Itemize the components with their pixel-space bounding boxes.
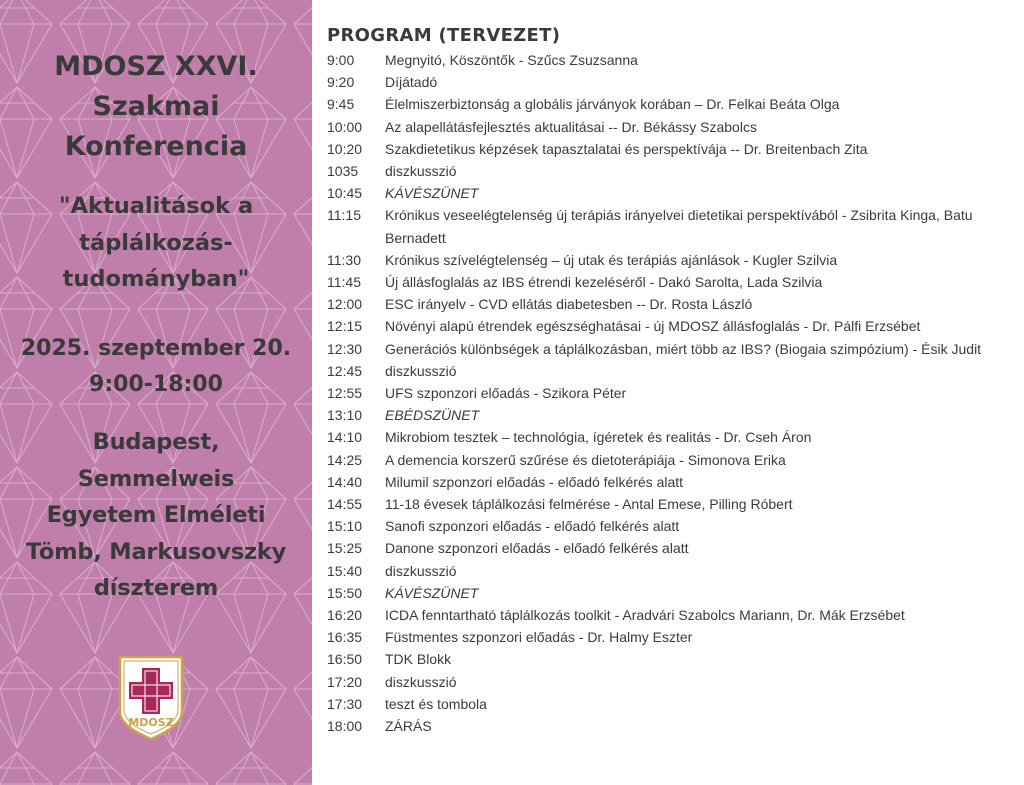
program-item-text: Megnyitó, Köszöntők - Szűcs Zsuzsanna	[385, 52, 638, 68]
program-item-time: 9:20	[327, 74, 355, 91]
venue-line: Semmelweis	[77, 465, 235, 492]
conference-panel	[0, 0, 312, 785]
program-item-text: diszkusszió	[385, 562, 457, 579]
program-item-time: 12:15	[327, 318, 363, 335]
program-item-time: 14:25	[327, 451, 363, 468]
program-item-time: 15:10	[327, 518, 363, 535]
motto-line: tudományban"	[62, 266, 250, 292]
program-item-text: EBÉDSZÜNET	[385, 407, 480, 424]
venue-line: Budapest,	[92, 429, 220, 455]
program-item	[327, 693, 1017, 715]
program-item-text: diszkusszió	[385, 673, 457, 690]
program-item-time: 14:55	[327, 496, 363, 513]
program-item-text: UFS szponzori előadás - Szikora Péter	[385, 385, 627, 402]
program-item-time: 10:00	[327, 118, 363, 135]
program-item-text: TDK Blokk	[385, 651, 452, 668]
program-item-time: 18:00	[327, 718, 363, 735]
time-range-line: 9:00-18:00	[89, 372, 223, 397]
program-item-text: Sanofi szponzori előadás - előadó felkérés alatt	[385, 518, 680, 535]
program-item-text: Milumil szponzori előadás - előadó felkérés alatt	[385, 473, 684, 490]
conference-title	[0, 47, 312, 167]
program-item-time: 14:40	[327, 473, 363, 490]
program-item-time: 12:00	[327, 296, 363, 313]
program-item	[327, 648, 1017, 670]
conference-title-line: Konferencia	[64, 131, 248, 162]
motto-line: "Aktualitások a	[58, 193, 254, 219]
program-item	[327, 715, 1017, 737]
program-item-time: 17:30	[327, 695, 363, 712]
program-item-text: ICDA fenntartható táplálkozás toolkit - Aradvári Szabolcs Mariann, Dr. Mák Erzsébet	[385, 607, 905, 624]
conference-title-line: Szakmai	[92, 91, 220, 122]
program-item-text: 11-18 évesek táplálkozási felmérése - Antal Emese, Pilling Róbert	[385, 496, 793, 513]
program-item	[327, 293, 1017, 315]
date-line: 2025. szeptember 20.	[20, 336, 292, 361]
program-item-time: 10:20	[327, 140, 363, 157]
program-item	[327, 49, 1017, 71]
program-item	[327, 338, 1017, 360]
program-item	[327, 404, 1017, 426]
program-item-time: 11:30	[327, 251, 361, 268]
program-item	[327, 93, 1017, 115]
program-item-text: Krónikus szívelégtelenség – új utak és terápiás ajánlások - Kugler Szilvia	[385, 251, 838, 268]
program-item-text: diszkusszió	[385, 362, 457, 379]
program-item	[327, 116, 1017, 138]
conference-motto	[0, 188, 312, 298]
program-item-time: 11:45	[327, 274, 361, 291]
conference-date	[0, 331, 312, 403]
program-item	[327, 382, 1017, 404]
program-list	[327, 49, 1017, 737]
program-item-time: 16:35	[327, 629, 363, 646]
conference-title-line: MDOSZ XXVI.	[54, 51, 258, 82]
program-item	[327, 626, 1017, 648]
program-item	[327, 671, 1017, 693]
program-item-text: Szakdietetikus képzések tapasztalatai és perspektívája -- Dr. Breitenbach Zita	[385, 140, 868, 157]
program-item	[327, 138, 1017, 160]
program-item-time: 11:15	[327, 207, 361, 224]
program-item-time: 10:45	[327, 185, 363, 202]
program-item-time: 13:10	[327, 407, 363, 424]
program-item-time: 16:50	[327, 651, 363, 668]
program-item	[327, 515, 1017, 537]
program-item	[327, 204, 1017, 248]
conference-venue	[0, 424, 312, 607]
program-item-text: KÁVÉSZÜNET	[385, 584, 479, 601]
program-item-text: teszt és tombola	[385, 695, 487, 712]
program-item	[327, 537, 1017, 559]
program-item-text: Növényi alapú étrendek egészséghatásai - új MDOSZ állásfoglalás - Dr. Pálfi Erzsébet	[385, 318, 921, 335]
venue-line: díszterem	[93, 575, 219, 601]
program-item-text: ZÁRÁS	[385, 718, 432, 735]
program-title: PROGRAM (TERVEZET)	[327, 25, 561, 46]
program-item-text: Krónikus veseelégtelenség új terápiás irányelvei dietetikai perspektívából - Zsibrita Kinga, Batu Bernadett	[385, 207, 973, 246]
program-item-text: Danone szponzori előadás - előadó felkérés alatt	[385, 540, 689, 557]
venue-line: Egyetem Elméleti	[46, 502, 266, 528]
program-item-time: 17:20	[327, 673, 363, 690]
program-item	[327, 493, 1017, 515]
logo-text: MDOSZ	[128, 716, 174, 729]
program-item-text: KÁVÉSZÜNET	[385, 185, 479, 202]
motto-line: táplálkozás-	[79, 229, 233, 256]
program-item-text: Füstmentes szponzori előadás - Dr. Halmy Eszter	[385, 629, 693, 646]
program-item-text: Élelmiszerbiztonság a globális járványok korában – Dr. Felkai Beáta Olga	[385, 96, 840, 113]
program-item	[327, 315, 1017, 337]
program-item-time: 14:10	[327, 429, 363, 446]
program-item	[327, 471, 1017, 493]
program-item-time: 9:00	[327, 52, 355, 68]
program-item	[327, 271, 1017, 293]
program-item-time: 15:25	[327, 540, 363, 557]
program-item-time: 15:50	[327, 584, 363, 601]
program-item-time: 12:55	[327, 385, 363, 402]
program-item	[327, 426, 1017, 448]
program-item-time: 16:20	[327, 607, 363, 624]
program-item-time: 1035	[327, 163, 359, 180]
program-item-text: diszkusszió	[385, 163, 457, 180]
program-item-text: Az alapellátásfejlesztés aktualitásai -- Dr. Békássy Szabolcs	[385, 118, 757, 135]
program-item	[327, 182, 1017, 204]
program-item-text: Generációs különbségek a táplálkozásban, miért több az IBS? (Biogaia szimpózium) - Ésik Judit	[385, 340, 982, 357]
program-item-time: 12:30	[327, 340, 363, 357]
venue-line: Tömb, Markusovszky	[25, 538, 287, 565]
mdosz-logo	[117, 654, 185, 742]
program-item-text: ESC irányelv - CVD ellátás diabetesben -- Dr. Rosta László	[385, 296, 753, 313]
program-item	[327, 449, 1017, 471]
program-item-time: 15:40	[327, 562, 363, 579]
program-item	[327, 604, 1017, 626]
program-item	[327, 249, 1017, 271]
program-item	[327, 560, 1017, 582]
program-item-text: Díjátadó	[385, 74, 438, 91]
program-item	[327, 160, 1017, 182]
program-item-time: 12:45	[327, 362, 363, 379]
program-item-text: Mikrobiom tesztek – technológia, ígéretek és realitás - Dr. Cseh Áron	[385, 429, 812, 446]
program-item-text: Új állásfoglalás az IBS étrendi kezeléséről - Dakó Sarolta, Lada Szilvia	[385, 274, 823, 291]
program-item	[327, 582, 1017, 604]
program-item-time: 9:45	[327, 96, 355, 113]
program-item	[327, 360, 1017, 382]
program-item	[327, 71, 1017, 93]
program-item-text: A demencia korszerű szűrése és dietoterápiája - Simonova Erika	[385, 451, 786, 468]
program-section	[327, 23, 1017, 737]
